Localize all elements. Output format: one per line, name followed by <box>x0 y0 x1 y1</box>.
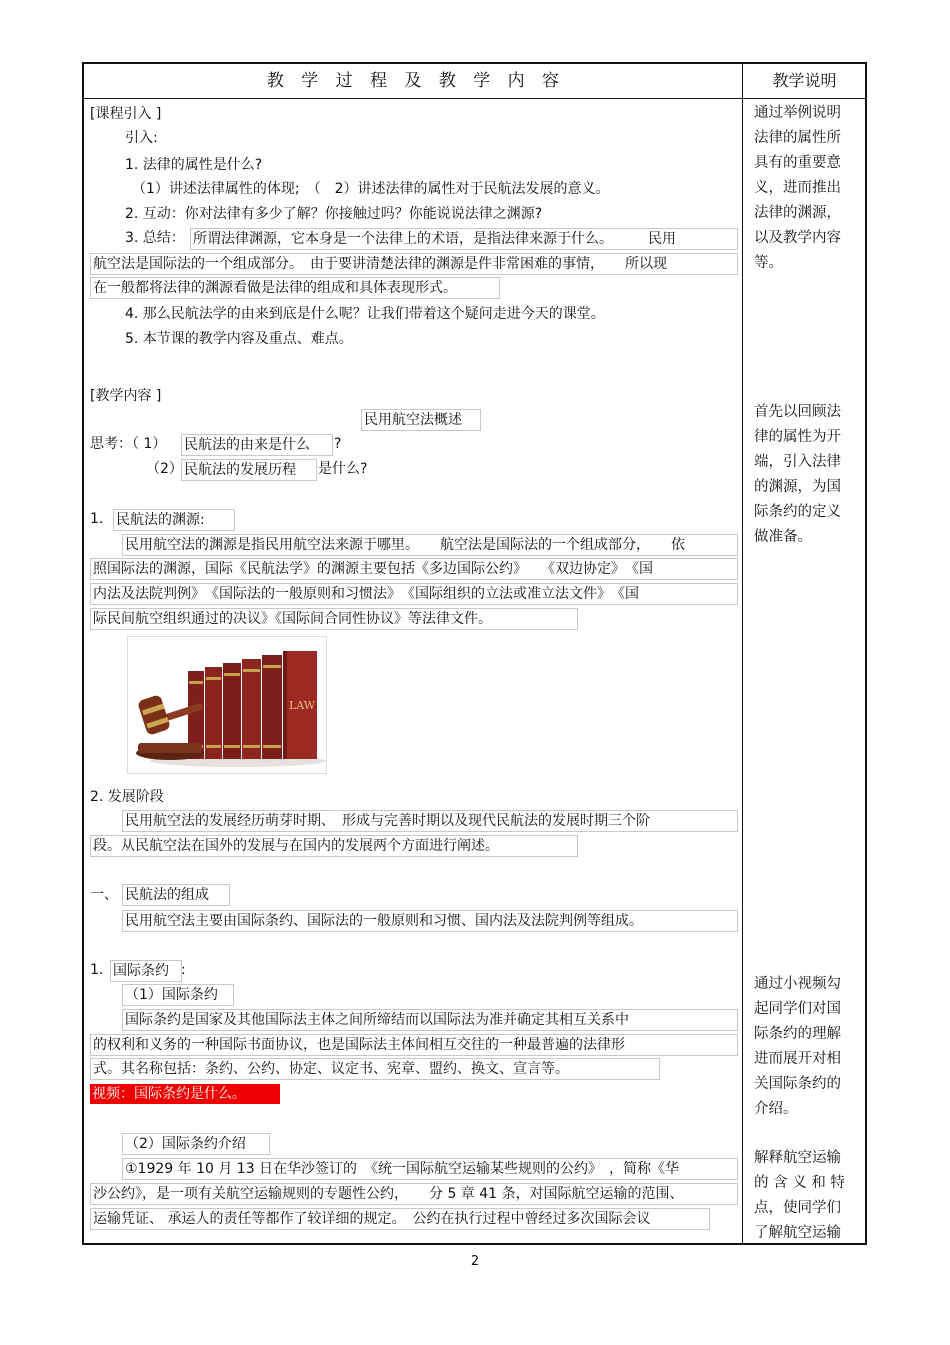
side-column-header: 教学说明 <box>772 71 837 90</box>
video-highlight: 视频：国际条约是什么。 <box>90 1084 280 1104</box>
think-question-2: 民航法的发展历程 <box>181 459 317 481</box>
think-label: 思考：（ 1） <box>90 436 167 452</box>
section-4-title: 国际条约 <box>110 960 182 982</box>
column-divider <box>742 64 743 1243</box>
side-note-1: 通过举例说明法律的属性所具有的重要意义，进而推出法律的渊源，以及教学内容等。 <box>754 105 841 271</box>
section-4-line-2: 的权利和义务的一种国际书面协议，也是国际法主体间相互交往的一种最普遍的法律形 <box>90 1034 738 1056</box>
law-label: LAW <box>288 699 316 712</box>
side-note-2: 首先以回顾法律的属性为开端，引入法律的渊源，为国际条约的定义做准备。 <box>754 404 841 545</box>
content-section-label: [教学内容 ] <box>90 388 162 404</box>
section-4-subtitle-1: （1）国际条约 <box>122 984 234 1006</box>
think-question-1-end: ? <box>334 436 342 452</box>
intro-summary-line-3: 在一般都将法律的渊源看做是法律的组成和具体表现形式。 <box>90 277 500 299</box>
section-1-title: 民航法的渊源: <box>113 509 235 531</box>
section-4-line-3: 式。其名称包括：条约、公约、协定、议定书、宪章、盟约、换文、宣言等。 <box>90 1058 660 1080</box>
header-divider <box>84 98 865 99</box>
law-books-gavel-image <box>127 636 327 774</box>
think-question-2-prefix: （2） <box>146 461 183 477</box>
section-3-line-1: 民用航空法主要由国际条约、国际法的一般原则和习惯、国内法及法院判例等组成。 <box>122 910 738 932</box>
book-spine <box>242 659 261 759</box>
section-4-subtitle-2: （2）国际条约介绍 <box>122 1133 270 1155</box>
think-question-1: 民航法的由来是什么 <box>181 434 333 456</box>
content-title: 民用航空法概述 <box>361 409 481 431</box>
main-column-header: 教 学 过 程 及 教 学 内 容 <box>266 71 560 91</box>
section-4-line-6: 运输凭证、 承运人的责任等都作了较详细的规定。 公约在执行过程中曾经过多次国际会议 <box>90 1208 710 1230</box>
section-2-title: 2. 发展阶段 <box>90 789 164 805</box>
side-note-4: 解释航空运输的 含 义 和 特点，使同学们了解航空运输 <box>754 1150 845 1241</box>
intro-summary-line-1: 所谓法律渊源，它本身是一个法律上的术语，是指法律来源于什么。 民用 <box>190 228 738 250</box>
side-note-3: 通过小视频勾起同学们对国际条约的理解进而展开对相关国际条约的介绍。 <box>754 976 841 1117</box>
think-question-2-end: 是什么? <box>318 461 368 477</box>
section-4-line-4: ①1929 年 10 月 13 日在华沙签订的 《统一国际航空运输某些规则的公约》 ，简称《华 <box>122 1158 738 1180</box>
book-front-cover <box>283 651 317 759</box>
lesson-table <box>82 62 867 1245</box>
book-spine <box>223 663 241 759</box>
section-1-line-4: 际民间航空组织通过的决议》《国际间合同性协议》等法律文件。 <box>90 608 578 630</box>
intro-lead: 引入: <box>125 130 158 146</box>
book-spine <box>262 655 282 759</box>
intro-summary-line-2: 航空法是国际法的一个组成部分。 由于要讲清楚法律的渊源是件非常困难的事情， 所以现 <box>90 253 738 275</box>
book-spine <box>205 667 222 759</box>
intro-question-1: 1. 法律的属性是什么? <box>125 157 263 173</box>
intro-section-label: [课程引入 ] <box>90 106 162 122</box>
intro-question-4: 4. 那么民航法学的由来到底是什么呢？让我们带着这个疑问走进今天的课堂。 <box>125 306 605 322</box>
section-4-line-5: 沙公约》，是一项有关航空运输规则的专题性公约， 分 5 章 41 条，对国际航空运输的范围、 <box>90 1183 738 1205</box>
intro-question-2: 2. 互动：你对法律有多少了解？你接触过吗？你能说说法律之渊源? <box>125 206 543 222</box>
page-number: 2 <box>470 1254 480 1269</box>
section-2-line-1: 民用航空法的发展经历萌芽时期、 形成与完善时期以及现代民航法的发展时期三个阶 <box>122 810 738 832</box>
section-1-line-2: 照国际法的渊源，国际《民航法学》的渊源主要包括《多边国际公约》 《双边协定》 《国 <box>90 558 738 580</box>
section-3-title: 民航法的组成 <box>122 884 230 906</box>
section-1-number: 1. <box>90 511 104 527</box>
intro-question-5: 5. 本节课的教学内容及重点、难点。 <box>125 331 353 347</box>
section-4-line-1: 国际条约是国家及其他国际法主体之间所缔结而以国际法为准并确定其相互关系中 <box>122 1009 738 1031</box>
section-4-colon: : <box>181 962 186 978</box>
intro-question-3-label: 3. 总结： <box>125 230 185 246</box>
section-3-number: 一、 <box>90 887 118 903</box>
section-1-line-3: 内法及法院判例》 《国际法的一般原则和习惯法》 《国际组织的立法或准立法文件》 《国 <box>90 583 738 605</box>
section-1-line-1: 民用航空法的渊源是指民用航空法来源于哪里。 航空法是国际法的一个组成部分， 依 <box>122 534 738 556</box>
section-2-line-2: 段。从民航空法在国外的发展与在国内的发展两个方面进行阐述。 <box>90 835 578 857</box>
section-4-number: 1. <box>90 962 104 978</box>
intro-question-1-sub: （1）讲述法律属性的体现; （ 2）讲述法律的属性对于民航法发展的意义。 <box>132 181 610 197</box>
